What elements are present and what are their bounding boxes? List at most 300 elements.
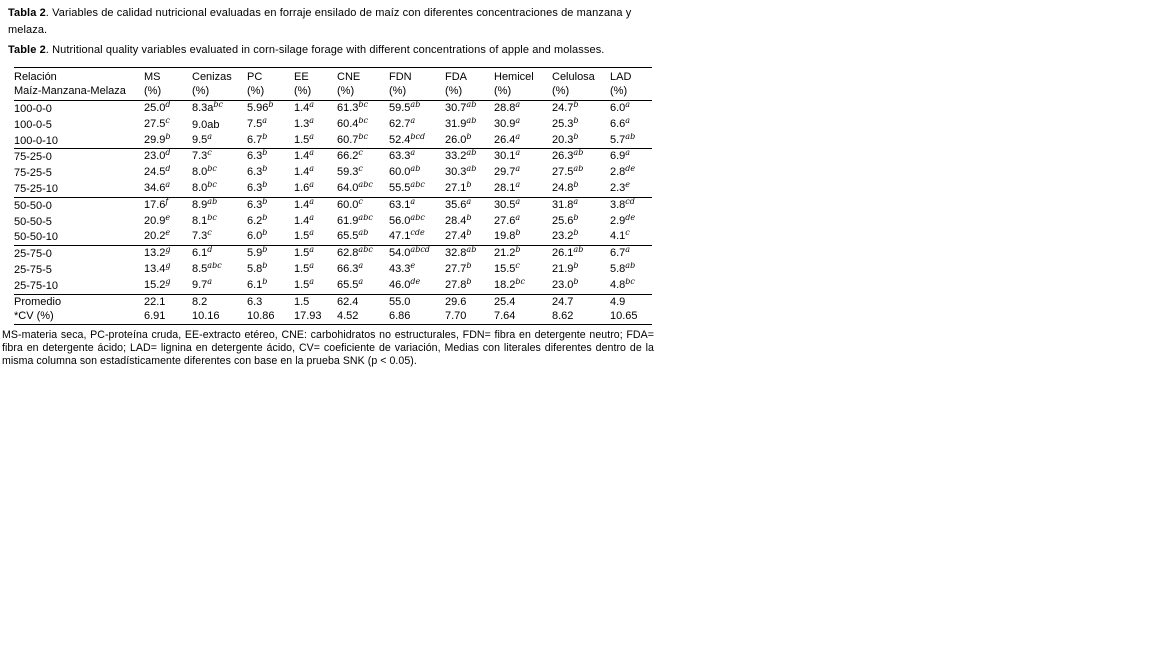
snk-superscript: a [515,197,521,206]
table-cell: 5.7$^{ab}$ [610,132,636,146]
table-cell: 18.2$^{bc}$ [494,277,526,291]
snk-superscript: e [165,213,171,222]
table-cell: 22.1 [144,295,166,308]
table-cell: 5.8$^{ab}$ [610,261,636,275]
table-cell: 27.5$^c$ [144,116,170,130]
table-cell: 9.7$^a$ [192,277,213,291]
paper-content [2,2,662,368]
table-cell: 55.5$^{abc}$ [389,180,425,194]
snk-superscript: a [309,213,315,222]
snk-superscript: b [165,132,171,141]
table-cell: 28.1$^a$ [494,180,521,194]
table-cell: 28.4$^b$ [445,213,472,227]
snk-superscript: a [410,148,416,158]
table-cell: 25.0$^d$ [144,100,171,114]
table-header-row [14,68,652,101]
table-cell: 30.9$^a$ [494,116,521,130]
table-row [14,214,652,230]
table-cell: 65.5$^a$ [337,277,364,291]
table-cell: 6.1$^d$ [192,245,213,260]
snk-superscript: bc [358,132,369,141]
snk-superscript: a [165,180,171,189]
snk-superscript: c [358,148,363,158]
snk-superscript: a [410,197,416,206]
snk-superscript: bc [625,277,635,286]
table-cell: 66.2$^c$ [337,148,363,163]
row-label: 100-0-10 [14,134,59,147]
column-header-fdn: FDN (%) [389,68,445,101]
table-cell: 6.1$^b$ [247,277,268,291]
column-header-ee: EE (%) [294,68,337,101]
snk-superscript: a [309,116,315,125]
snk-superscript: ab [625,132,636,141]
row-label: 25-75-0 [14,248,52,261]
table-cell: 20.2e [144,229,171,243]
table-cell: 61.9$^{abc}$ [337,213,373,227]
snk-superscript: d [207,245,213,255]
table-cell: 10.65 [610,310,638,323]
table-cell: 1.5$^a$ [294,132,315,146]
snk-superscript: g [165,245,171,255]
snk-superscript: a [515,148,521,158]
table-cell: 6.7$^b$ [247,132,268,146]
table-cell: 33.2$^{ab}$ [445,148,477,163]
table-cell: 1.5$^a$ [294,229,315,243]
table-cell: 13.2$^g$ [144,245,171,260]
snk-superscript: bc [358,116,369,125]
snk-superscript: b [466,213,472,222]
table-row [14,133,652,149]
snk-superscript: a [410,116,416,125]
snk-superscript: b [466,277,472,286]
table-cell: 60.7$^{bc}$ [337,132,369,146]
table-cell: 60.0$^{ab}$ [389,165,421,179]
summary-row [14,294,652,309]
table-cell: 29.9$^b$ [144,132,171,146]
table-cell: 23.2$^b$ [552,229,579,243]
snk-superscript: c [625,229,630,238]
snk-superscript: ab [410,100,421,109]
table-cell: 27.4$^b$ [445,229,472,243]
snk-superscript: ab [573,165,584,174]
snk-superscript: b [262,245,268,255]
table-cell: 29.7$^a$ [494,165,521,179]
snk-superscript: b [573,132,579,141]
snk-superscript: abc [358,213,373,222]
snk-superscript: ab [207,197,218,206]
row-label: 75-25-0 [14,151,52,164]
table-cell: 2.3e [610,180,631,194]
table-cell: 1.4$^a$ [294,148,315,163]
table-cell: 1.3$^a$ [294,116,315,130]
snk-superscript: ab [358,229,369,238]
treatment-group [14,101,652,149]
table-cell: 63.3$^a$ [389,148,416,163]
table-cell: 7.5$^a$ [247,116,268,130]
snk-superscript: a [515,100,521,109]
table-cell: 26.4$^a$ [494,132,521,146]
table-cell: 19.8$^b$ [494,229,521,243]
snk-superscript: b [466,132,472,141]
table-cell: 7.3$^c$ [192,148,212,163]
table-cell: 31.8$^a$ [552,197,579,211]
snk-superscript: a [207,132,213,141]
column-header-celulosa: Celulosa (%) [552,68,610,101]
table-cell: 10.86 [247,310,275,323]
table-cell: 8.0$^{bc}$ [192,180,217,194]
table-cell: 6.7$^a$ [610,245,631,260]
table-cell: 15.2$^g$ [144,277,171,291]
table-cell: 27.7$^b$ [445,261,472,275]
row-label: 100-0-0 [14,103,52,115]
table-cell: 4.1$^c$ [610,229,630,243]
table-cell: 30.5$^a$ [494,197,521,211]
snk-superscript: a [207,277,213,286]
snk-superscript: a [309,261,315,270]
table-cell: 27.6$^a$ [494,213,521,227]
snk-superscript: b [466,229,472,238]
snk-superscript: a [515,165,521,174]
snk-superscript: b [573,116,579,125]
summary-section [14,294,652,325]
table-cell: $54.0^{abcd}$ [389,245,430,260]
snk-superscript: c [207,229,212,238]
snk-superscript: a [515,116,521,125]
snk-superscript: cde [410,229,425,238]
snk-superscript: a [625,116,631,125]
table-cell: 52.4$^{bcd}$ [389,132,426,146]
treatment-group [14,149,652,197]
snk-superscript: ab [573,148,584,158]
table-cell: 24.8$^b$ [552,180,579,194]
snk-superscript: cd [625,197,635,206]
snk-superscript: ab [466,148,477,158]
snk-superscript: bc [358,100,369,109]
table-cell: 8.1$^{bc}$ [192,213,217,227]
snk-superscript: b [466,180,472,189]
table-footnote: MS-materia seca, PC-proteína cruda, EE-extracto etéreo, CNE: carbohidratos no estructurales, FDN= fibra en detergente neutro; FDA= fibra en detergente ácido; LAD= lignina en detergente ácido, CV= coeficiente de variación, Medias con literales diferentes dentro de la misma columna son estadísticamente diferentes con base en la prueba SNK (p < 0.05). [2,329,654,367]
table-cell: $8.3a^{bc}$ [192,100,224,114]
table-row [14,117,652,133]
table-cell: 6.3$^b$ [247,165,268,179]
table-cell: 6.86 [389,310,411,323]
table-cell: 4.9 [610,295,626,308]
table-cell: 23.0$^d$ [144,148,171,163]
row-label: *CV (%) [14,310,54,323]
table-cell: 30.3$^{ab}$ [445,165,477,179]
snk-superscript: b [262,165,268,174]
snk-superscript: a [515,213,521,222]
snk-superscript: bc [207,180,217,189]
table-cell: 60.4$^{bc}$ [337,116,369,130]
table-cell: 6.3$^b$ [247,180,268,194]
snk-superscript: b [573,213,579,222]
table-cell: 6.0$^a$ [610,100,631,114]
table-cell: 24.7$^b$ [552,100,579,114]
table-cell: 62.8$^{abc}$ [337,245,373,260]
column-header-fda: FDA (%) [445,68,494,101]
snk-superscript: de [410,277,421,286]
row-label: 50-50-10 [14,231,59,244]
table-cell: 20.3$^b$ [552,132,579,146]
snk-superscript: abc [358,180,373,189]
caption-label-en: Table 2 [8,44,46,56]
table-cell: 6.91 [144,310,166,323]
table-cell: 28.8$^a$ [494,100,521,114]
table-cell: 13.4$^g$ [144,261,171,275]
table-cell: 1.4$^a$ [294,213,315,227]
table-cell: 26.3$^{ab}$ [552,148,584,163]
table-cell: 25.4 [494,295,516,308]
table-cell: 4.8$^{bc}$ [610,277,635,291]
table-cell: 47.1$^{cde}$ [389,229,425,243]
table-cell: 27.1$^b$ [445,180,472,194]
snk-superscript: abcd [410,245,430,255]
snk-superscript: abc [410,213,425,222]
snk-superscript: a [625,245,631,255]
snk-superscript: e [165,229,171,238]
snk-superscript: bc [207,213,217,222]
row-label: 25-75-10 [14,279,59,292]
snk-superscript: b [573,180,579,189]
table-cell: 24.7 [552,295,574,308]
table-row [14,229,652,245]
caption-text-es: . Variables de calidad nutricional evaluadas en forraje ensilado de maíz con diferentes concentraciones de manzana y melaza. [8,7,632,36]
snk-superscript: e [625,180,631,189]
table-row [14,262,652,278]
snk-superscript: b [573,261,579,270]
table-cell: 5.9$^b$ [247,245,268,260]
snk-superscript: a [309,132,315,141]
snk-superscript: c [165,116,170,125]
caption-label-es: Tabla 2 [8,7,46,19]
row-label: 25-75-5 [14,263,52,276]
column-header-pc: PC (%) [247,68,294,101]
table-row [14,278,652,294]
table-cell: 8.9$^{ab}$ [192,197,218,211]
table-cell: 3.8$^{cd}$ [610,197,635,211]
table-cell: 1.5$^a$ [294,261,315,275]
table-cell: 6.3$^b$ [247,148,268,163]
table-cell: 5.96$^b$ [247,100,274,114]
table-cell: 23.0$^b$ [552,277,579,291]
snk-superscript: b [515,229,521,238]
table-caption-es [8,5,662,39]
snk-superscript: b [262,148,268,158]
snk-superscript: a [466,197,472,206]
table-cell: 2.9de [610,213,636,227]
snk-superscript: c [207,148,212,158]
treatment-group [14,197,652,245]
summary-row [14,309,652,324]
row-label: 100-0-5 [14,118,52,131]
snk-superscript: a [515,132,521,141]
snk-superscript: b [573,100,579,109]
table-row [14,197,652,213]
snk-superscript: b [466,261,472,270]
snk-superscript: a [309,180,315,189]
table-cell: 1.5$^a$ [294,245,315,260]
snk-superscript: bc [207,165,217,174]
caption-text-en: . Nutritional quality variables evaluated in corn-silage forage with different concentrations of apple and molasses. [45,44,605,56]
table-cell: 8.2 [192,295,208,308]
snk-superscript: a [625,100,631,109]
table-cell: 6.0$^b$ [247,229,268,243]
column-header-cne: CNE (%) [337,68,389,101]
snk-superscript: a [309,148,315,158]
table-caption-en [8,42,662,59]
table-row [14,181,652,197]
table-cell: 34.6$^a$ [144,180,171,194]
snk-superscript: bcd [410,132,426,141]
table-cell: 10.16 [192,310,220,323]
table-cell: 55.0 [389,295,411,308]
table-cell: 27.5$^{ab}$ [552,165,584,179]
table-cell: 62.7$^a$ [389,116,416,130]
table-cell: 6.6$^a$ [610,116,631,130]
snk-superscript: g [165,277,171,286]
snk-superscript: a [309,165,315,174]
snk-superscript: e [410,261,416,270]
snk-superscript: b [268,100,274,109]
snk-superscript: abc [207,261,222,270]
snk-superscript: ab [625,261,636,270]
table-cell: 8.62 [552,310,574,323]
table-cell: 17.6$^f$ [144,197,169,211]
table-cell: 46.0de [389,277,421,291]
snk-superscript: c [515,261,520,270]
snk-superscript: de [625,165,636,174]
table-cell: 15.5$^c$ [494,261,520,275]
table-row [14,165,652,181]
table-cell: 6.2$^b$ [247,213,268,227]
table-cell: 24.5$^d$ [144,165,171,179]
table-cell: 1.5 [294,295,310,308]
row-label: 75-25-10 [14,182,59,195]
table-cell: 35.6$^a$ [445,197,472,211]
table-cell: 21.9$^b$ [552,261,579,275]
snk-superscript: f [165,197,169,206]
snk-superscript: a [358,277,364,286]
column-header-cenizas: Cenizas (%) [192,68,247,101]
snk-superscript: ab [466,165,477,174]
table-row [14,246,652,262]
table-cell: 27.8$^b$ [445,277,472,291]
table-row [14,149,652,165]
snk-superscript: b [262,180,268,189]
snk-superscript: a [309,245,315,255]
snk-superscript: bc [515,277,526,286]
snk-superscript: b [262,277,268,286]
table-cell: 5.8$^b$ [247,261,268,275]
snk-superscript: b [262,132,268,141]
table-cell: 20.9e [144,213,171,227]
row-label: 50-50-0 [14,199,52,212]
snk-superscript: a [309,277,315,286]
table-cell: 8.5$^{abc}$ [192,261,222,275]
table-cell: 21.2$^b$ [494,245,521,260]
snk-superscript: b [515,245,521,255]
snk-superscript: d [165,100,171,109]
snk-superscript: g [165,261,171,270]
snk-superscript: de [625,213,636,222]
table-cell: 30.7$^{ab}$ [445,100,477,114]
snk-superscript: ab [466,116,477,125]
table-cell: 7.70 [445,310,467,323]
table-cell: 60.0$^c$ [337,197,363,211]
table-cell: 6.3$^b$ [247,197,268,211]
column-header-relaci-n: Relación Maíz-Manzana-Melaza [14,68,144,101]
snk-superscript: a [262,116,268,125]
table-cell: 4.52 [337,310,359,323]
snk-superscript: b [573,277,579,286]
table-cell: 66.3$^a$ [337,261,364,275]
snk-superscript: a [515,180,521,189]
table-cell: 25.6$^b$ [552,213,579,227]
snk-superscript: b [573,229,579,238]
table-cell: 6.9$^a$ [610,148,631,163]
table-cell: 64.0$^{abc}$ [337,180,373,194]
table-cell: 17.93 [294,310,322,323]
snk-superscript: ab [573,245,584,255]
column-header-ms: MS (%) [144,68,192,101]
table-cell: 25.3$^b$ [552,116,579,130]
snk-superscript: a [358,261,364,270]
table-cell: 26.0$^b$ [445,132,472,146]
table-cell: 1.5$^a$ [294,277,315,291]
table-cell: 56.0$^{abc}$ [389,213,425,227]
snk-superscript: b [262,229,268,238]
table-cell: 1.6$^a$ [294,180,315,194]
table-cell: 43.3e [389,261,416,275]
table-cell: 6.3 [247,295,263,308]
snk-superscript: d [165,165,171,174]
snk-superscript: a [309,229,315,238]
table-cell: 62.4 [337,295,359,308]
snk-superscript: bc [213,100,224,109]
table-cell: 59.3$^c$ [337,165,363,179]
table-cell: 32.8$^{ab}$ [445,245,477,260]
table-cell: 63.1$^a$ [389,197,416,211]
table-cell: 1.4$^a$ [294,165,315,179]
row-label: Promedio [14,295,62,308]
row-label: 50-50-5 [14,215,52,228]
row-label: 75-25-5 [14,167,52,180]
table-cell: 7.3$^c$ [192,229,212,243]
snk-superscript: c [358,197,363,206]
table-cell: 9.5$^a$ [192,132,213,146]
nutritional-quality-table [14,67,652,325]
snk-superscript: ab [410,165,421,174]
table-cell: 1.4$^a$ [294,100,315,114]
snk-superscript: b [262,261,268,270]
table-cell: 8.0$^{bc}$ [192,165,217,179]
snk-superscript: c [358,165,363,174]
table-cell: 9.0ab [192,118,220,131]
snk-superscript: b [262,213,268,222]
column-header-hemicel: Hemicel (%) [494,68,552,101]
snk-superscript: abc [358,245,373,255]
snk-superscript: a [309,100,315,109]
table-cell: 30.1$^a$ [494,148,521,163]
table-row [14,101,652,117]
table-cell: 61.3$^{bc}$ [337,100,369,114]
treatment-group [14,246,652,294]
table-cell: 7.64 [494,310,516,323]
snk-superscript: b [262,197,268,206]
table-cell: 65.5$^{ab}$ [337,229,369,243]
table-cell: 1.4$^a$ [294,197,315,211]
